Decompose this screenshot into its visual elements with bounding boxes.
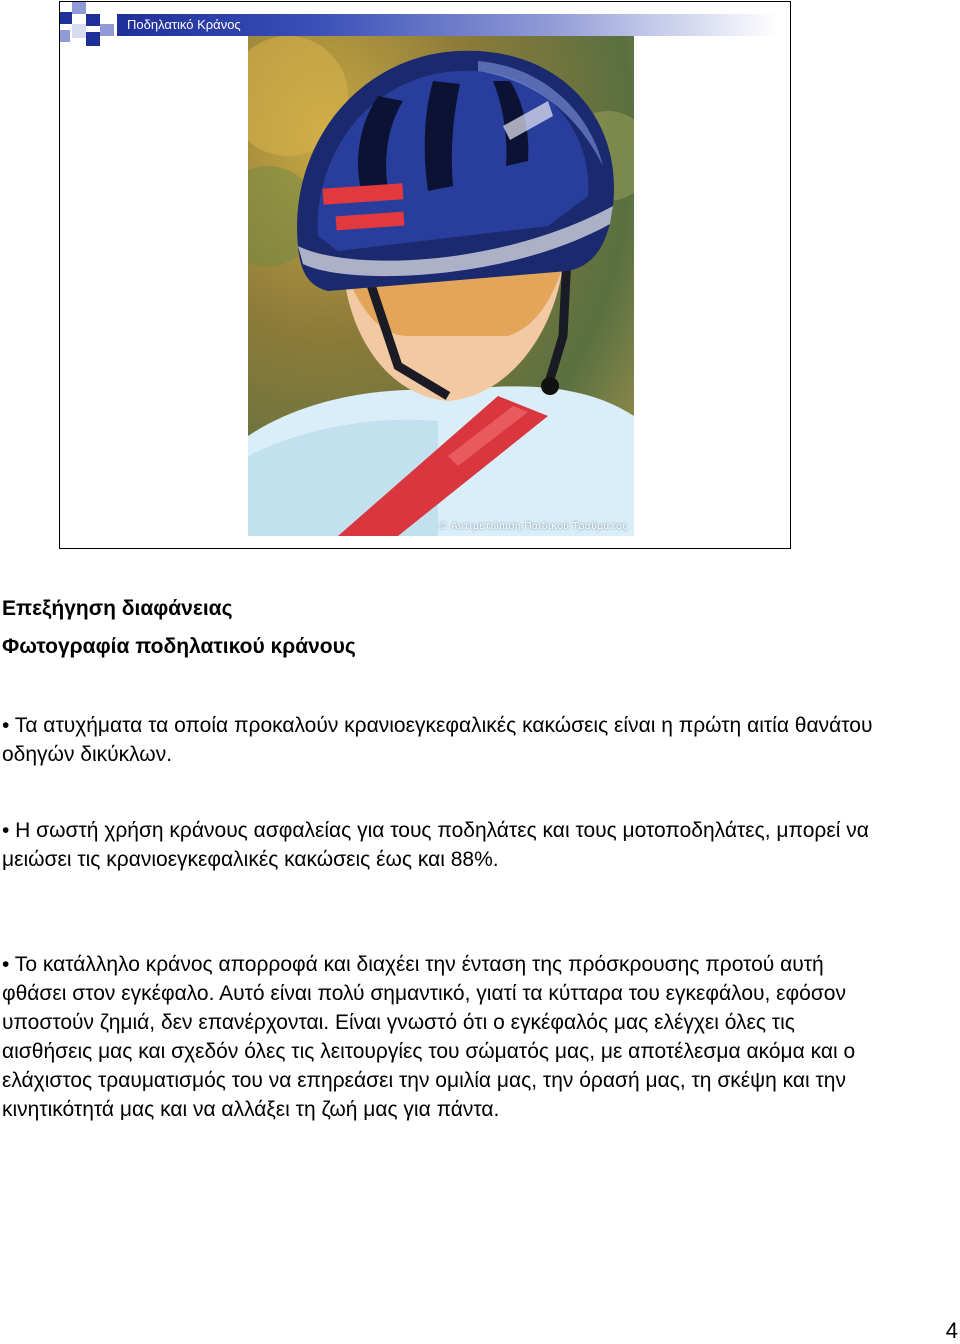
- notes-subheading: Φωτογραφία ποδηλατικού κράνους: [2, 635, 356, 658]
- notes-paragraph-1: • Τα ατυχήματα τα οποία προκαλούν κρανιοεγκεφαλικές κακώσεις είναι η πρώτη αιτία θανάτου οδηγών δικύκλων.: [2, 714, 873, 766]
- photo-copyright: © Αντιμετώπιση Παιδικού Τραύματος: [437, 521, 628, 532]
- helmet-photo: [248, 36, 634, 536]
- slide-title: Ποδηλατικό Κράνος: [127, 17, 241, 32]
- title-bar: [117, 14, 777, 36]
- helmet-illustration: [248, 36, 634, 536]
- notes-heading: Επεξήγηση διαφάνειας: [2, 597, 233, 620]
- notes-paragraph-2: • Η σωστή χρήση κράνους ασφαλείας για τους ποδηλάτες και τους μοτοποδηλάτες, μπορεί να μειώσει τις κρανιοεγκεφαλικές κακώσεις έως και 88%.: [2, 819, 869, 871]
- decorative-squares: [60, 2, 124, 48]
- slide-thumbnail: [59, 1, 791, 549]
- notes-paragraph-3: • Το κατάλληλο κράνος απορροφά και διαχέει την ένταση της πρόσκρουσης προτού αυτή φθάσει στον εγκέφαλο. Αυτό είναι πολύ σημαντικό, γιατί τα κύτταρα του εγκεφάλου, εφόσον υποστούν ζημιά, δεν επανέρχονται. Είναι γνωστό ότι ο εγκέφαλός μας ελέγχει όλες τις αισθήσεις μας και σχεδόν όλες τις λειτουργίες του σώματός μας, με αποτέλεσμα ακόμα και ο ελάχιστος τραυματισμός του να επηρεάσει την ομιλία μας, την όρασή μας, τη σκέψη και την κινητικότητά μας και να αλλάξει τη ζωή μας για πάντα.: [2, 953, 856, 1121]
- page-number: 4: [945, 1318, 958, 1343]
